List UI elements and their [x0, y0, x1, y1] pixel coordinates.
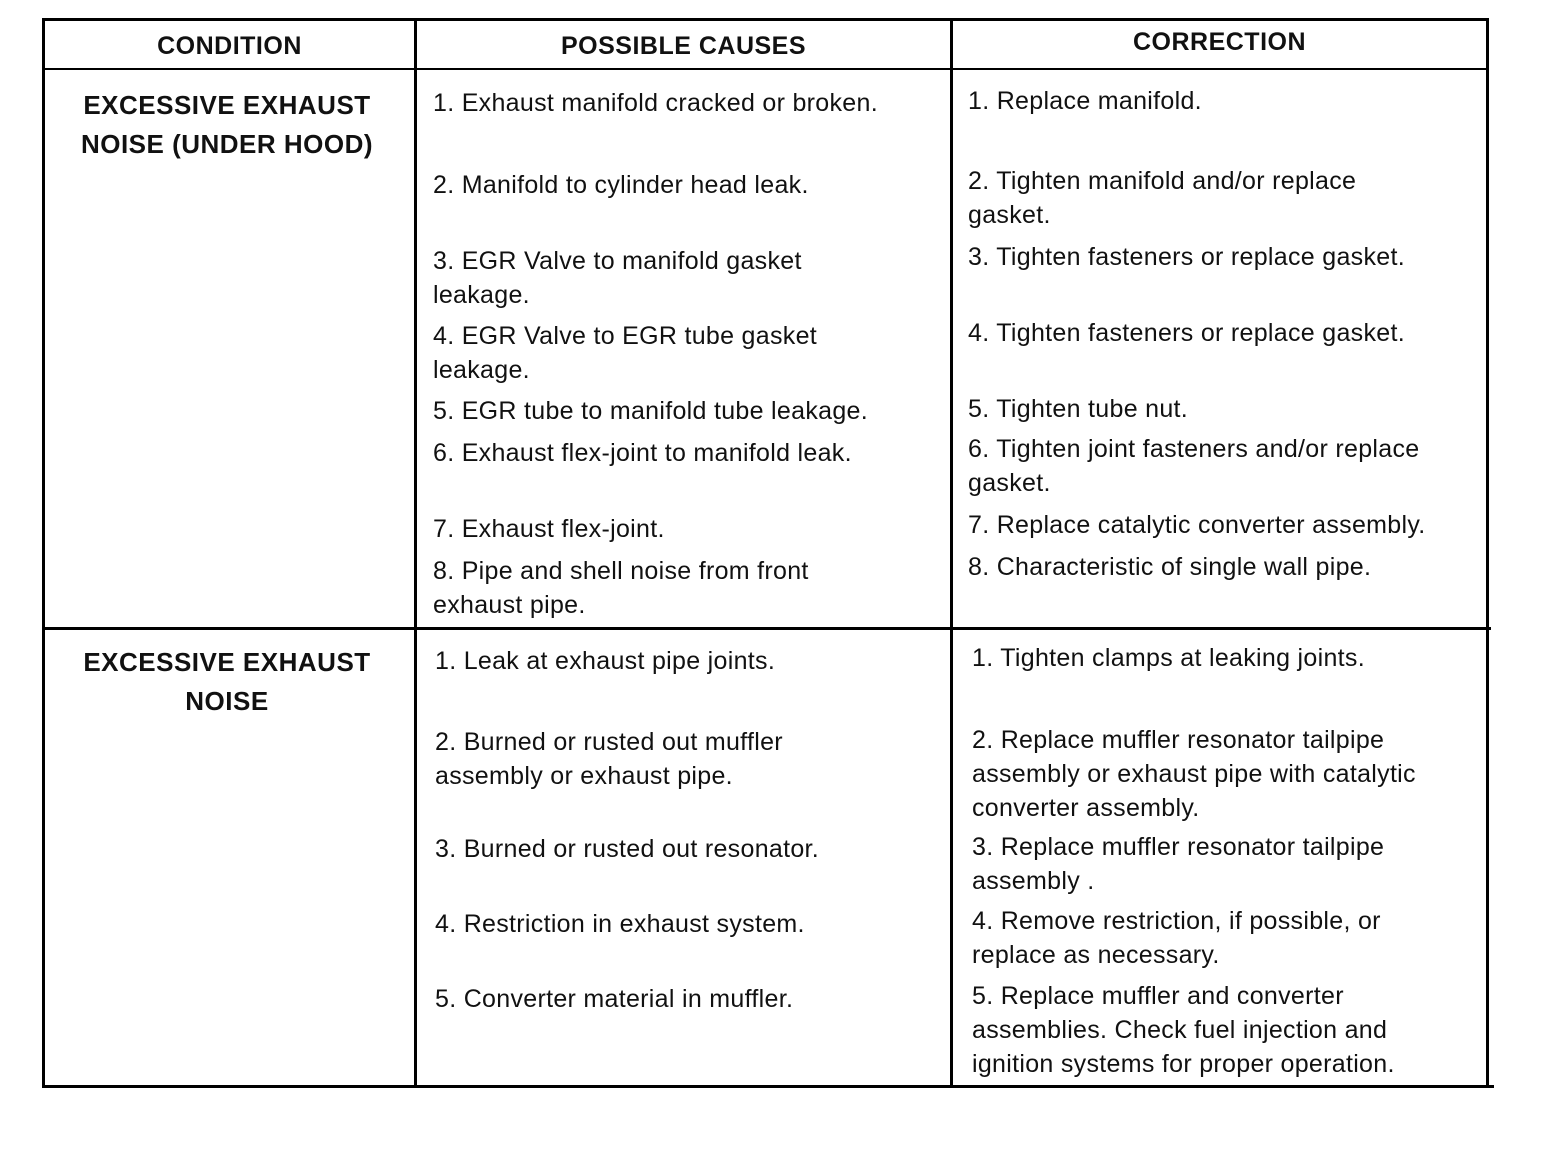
correction-2-4: 4. Remove restriction, if possible, or replace as necessary. — [972, 907, 1381, 969]
header-divider — [42, 68, 1489, 70]
correction-2-5: 5. Replace muffler and converter assemblies. Check fuel injection and ignition systems for proper operation. — [972, 982, 1395, 1078]
correction-1-2: 2. Tighten manifold and/or replace gasket. — [968, 167, 1357, 229]
header-possible-causes: POSSIBLE CAUSES — [560, 32, 807, 60]
cause-2-4: 4. Restriction in exhaust system. — [435, 910, 805, 938]
table-border-bottom — [45, 1085, 1494, 1088]
correction-2-3: 3. Replace muffler resonator tailpipe assembly . — [972, 833, 1385, 895]
cause-1-8: 8. Pipe and shell noise from front exhaust pipe. — [433, 557, 809, 619]
row-divider — [43, 627, 1491, 630]
correction-2-1: 1. Tighten clamps at leaking joints. — [972, 644, 1365, 672]
cause-1-3: 3. EGR Valve to manifold gasket leakage. — [433, 247, 802, 309]
cause-2-1: 1. Leak at exhaust pipe joints. — [435, 647, 776, 675]
cause-2-2: 2. Burned or rusted out muffler assembly or exhaust pipe. — [435, 728, 783, 790]
correction-1-5: 5. Tighten tube nut. — [968, 395, 1189, 423]
table-border-left — [42, 18, 45, 1088]
condition-under-hood: EXCESSIVE EXHAUST NOISE (UNDER HOOD) — [80, 90, 374, 159]
cause-1-4: 4. EGR Valve to EGR tube gasket leakage. — [433, 322, 818, 384]
correction-1-1: 1. Replace manifold. — [968, 87, 1202, 115]
correction-2-2: 2. Replace muffler resonator tailpipe assembly or exhaust pipe with catalytic converter assembly. — [972, 726, 1416, 822]
table-border-top — [42, 18, 1489, 21]
cause-1-2: 2. Manifold to cylinder head leak. — [433, 171, 809, 199]
cause-1-6: 6. Exhaust flex-joint to manifold leak. — [433, 439, 852, 467]
cause-2-3: 3. Burned or rusted out resonator. — [435, 835, 820, 863]
column-divider-1 — [414, 18, 417, 1088]
correction-1-8: 8. Characteristic of single wall pipe. — [968, 553, 1372, 581]
condition-exhaust-noise: EXCESSIVE EXHAUST NOISE — [83, 647, 371, 716]
cause-1-1: 1. Exhaust manifold cracked or broken. — [433, 89, 878, 117]
cause-1-7: 7. Exhaust flex-joint. — [433, 515, 665, 543]
cause-1-5: 5. EGR tube to manifold tube leakage. — [433, 397, 868, 425]
correction-1-6: 6. Tighten joint fasteners and/or replace gasket. — [968, 435, 1420, 497]
cause-2-5: 5. Converter material in muffler. — [435, 985, 794, 1013]
correction-1-7: 7. Replace catalytic converter assembly. — [968, 511, 1426, 539]
table-border-right — [1486, 18, 1489, 1088]
header-correction: CORRECTION — [1132, 28, 1307, 56]
column-divider-2 — [950, 18, 953, 1088]
correction-1-4: 4. Tighten fasteners or replace gasket. — [968, 319, 1405, 347]
correction-1-3: 3. Tighten fasteners or replace gasket. — [968, 243, 1405, 271]
header-condition: CONDITION — [157, 32, 302, 60]
